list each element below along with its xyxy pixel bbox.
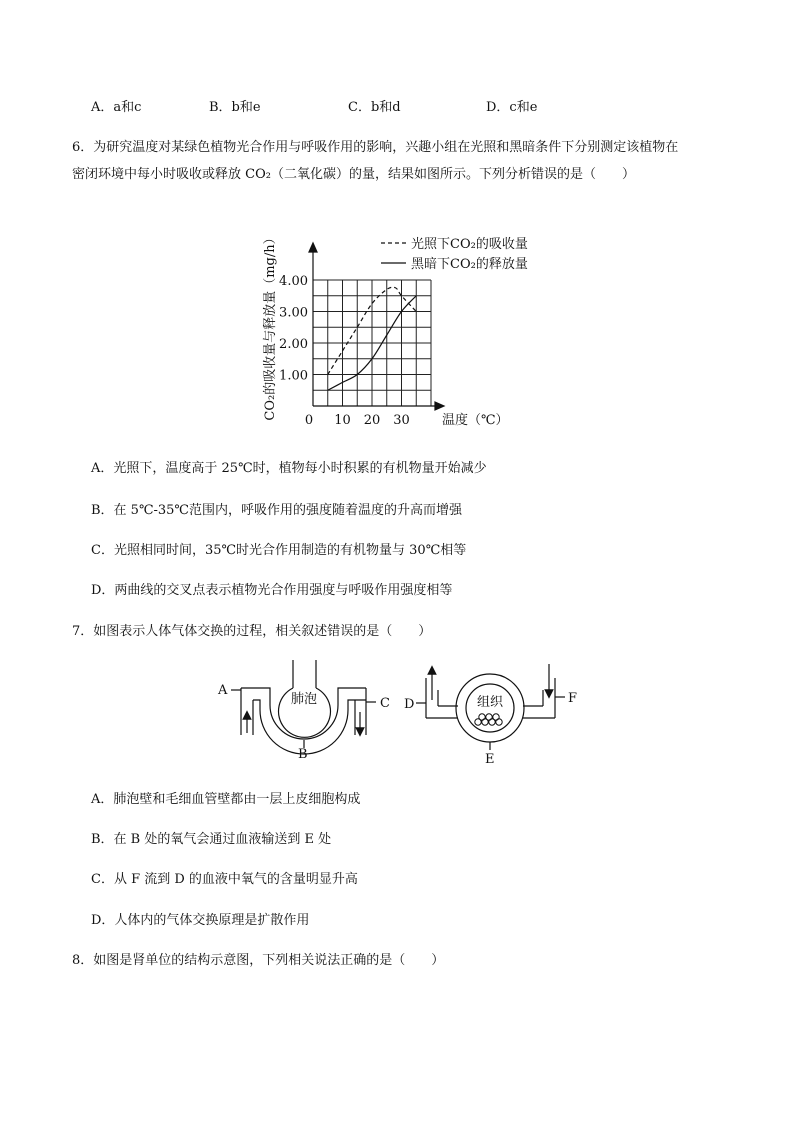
q6-stem-line2: 密闭环境中每小时吸收或释放 CO₂（二氧化碳）的量，结果如图所示。下列分析错误的是（ ） [72, 167, 635, 182]
q6-stem-line1: 6．为研究温度对某绿色植物光合作用与呼吸作用的影响，兴趣小组在光照和黑暗条件下分别测定该植物在 [72, 140, 679, 155]
q6-option-b: B．在 5℃-35℃范围内，呼吸作用的强度随着温度的升高而增强 [91, 503, 462, 518]
q5-option-d: D．c和e [486, 100, 538, 115]
y-tick-label: 3.00 [279, 305, 308, 321]
chart-x-ticks [305, 413, 410, 428]
y-tick-label: 1.00 [279, 368, 308, 384]
q7-stem: 7．如图表示人体气体交换的过程，相关叙述错误的是（ ） [72, 624, 432, 639]
chart-axes [309, 243, 444, 410]
legend-label-light: 光照下CO₂的吸收量 [411, 237, 528, 252]
q7-option-d: D．人体内的气体交换原理是扩散作用 [91, 913, 310, 928]
y-tick-label: 2.00 [279, 337, 308, 352]
x-tick-label: 20 [363, 413, 381, 428]
label-e: E [485, 752, 495, 767]
label-alveolus: 肺泡 [290, 692, 318, 707]
label-c: C [380, 696, 390, 711]
tissue-cells [475, 714, 502, 725]
label-a: A [218, 683, 228, 698]
q7-option-c: C．从 F 流到 D 的血液中氧气的含量明显升高 [91, 872, 358, 887]
q6-option-c: C．光照相同时间，35℃时光合作用制造的有机物量与 30℃相等 [91, 543, 467, 558]
chart-legend [381, 236, 528, 272]
x-tick-label: 0 [304, 413, 314, 428]
q5-option-a: A．a和c [91, 100, 142, 115]
y-tick-label: 4.00 [279, 274, 308, 289]
chart-ylabel: CO₂的吸收量与释放量（mg/h） [263, 231, 278, 421]
chart-grid [313, 280, 431, 406]
alveolus-diagram [231, 660, 376, 754]
q7-option-a: A．肺泡壁和毛细血管壁都由一层上皮细胞构成 [91, 792, 361, 807]
legend-label-dark: 黑暗下CO₂的释放量 [411, 257, 528, 272]
chart-y-ticks [279, 274, 308, 384]
q5-option-b: B．b和e [209, 100, 261, 115]
q5-option-c: C．b和d [348, 100, 401, 115]
q8-stem: 8．如图是肾单位的结构示意图，下列相关说法正确的是（ ） [72, 953, 445, 968]
x-tick-label: 30 [393, 413, 410, 428]
q7-option-b: B．在 B 处的氧气会通过血液输送到 E 处 [91, 832, 332, 847]
label-f: F [568, 691, 578, 706]
q6-option-a: A．光照下，温度高于 25℃时，植物每小时积累的有机物量开始减少 [91, 461, 487, 476]
chart-series [328, 287, 417, 390]
x-tick-label: 10 [334, 413, 351, 428]
tissue-diagram [416, 674, 565, 750]
label-b: B [298, 747, 308, 762]
q6-option-d: D．两曲线的交叉点表示植物光合作用强度与呼吸作用强度相等 [91, 583, 453, 598]
label-tissue: 组织 [476, 695, 504, 710]
chart-xlabel: 温度（℃） [442, 413, 509, 428]
series-dark-release-line [328, 296, 417, 391]
label-d: D [404, 697, 415, 712]
series-light-absorption-line [328, 287, 417, 374]
